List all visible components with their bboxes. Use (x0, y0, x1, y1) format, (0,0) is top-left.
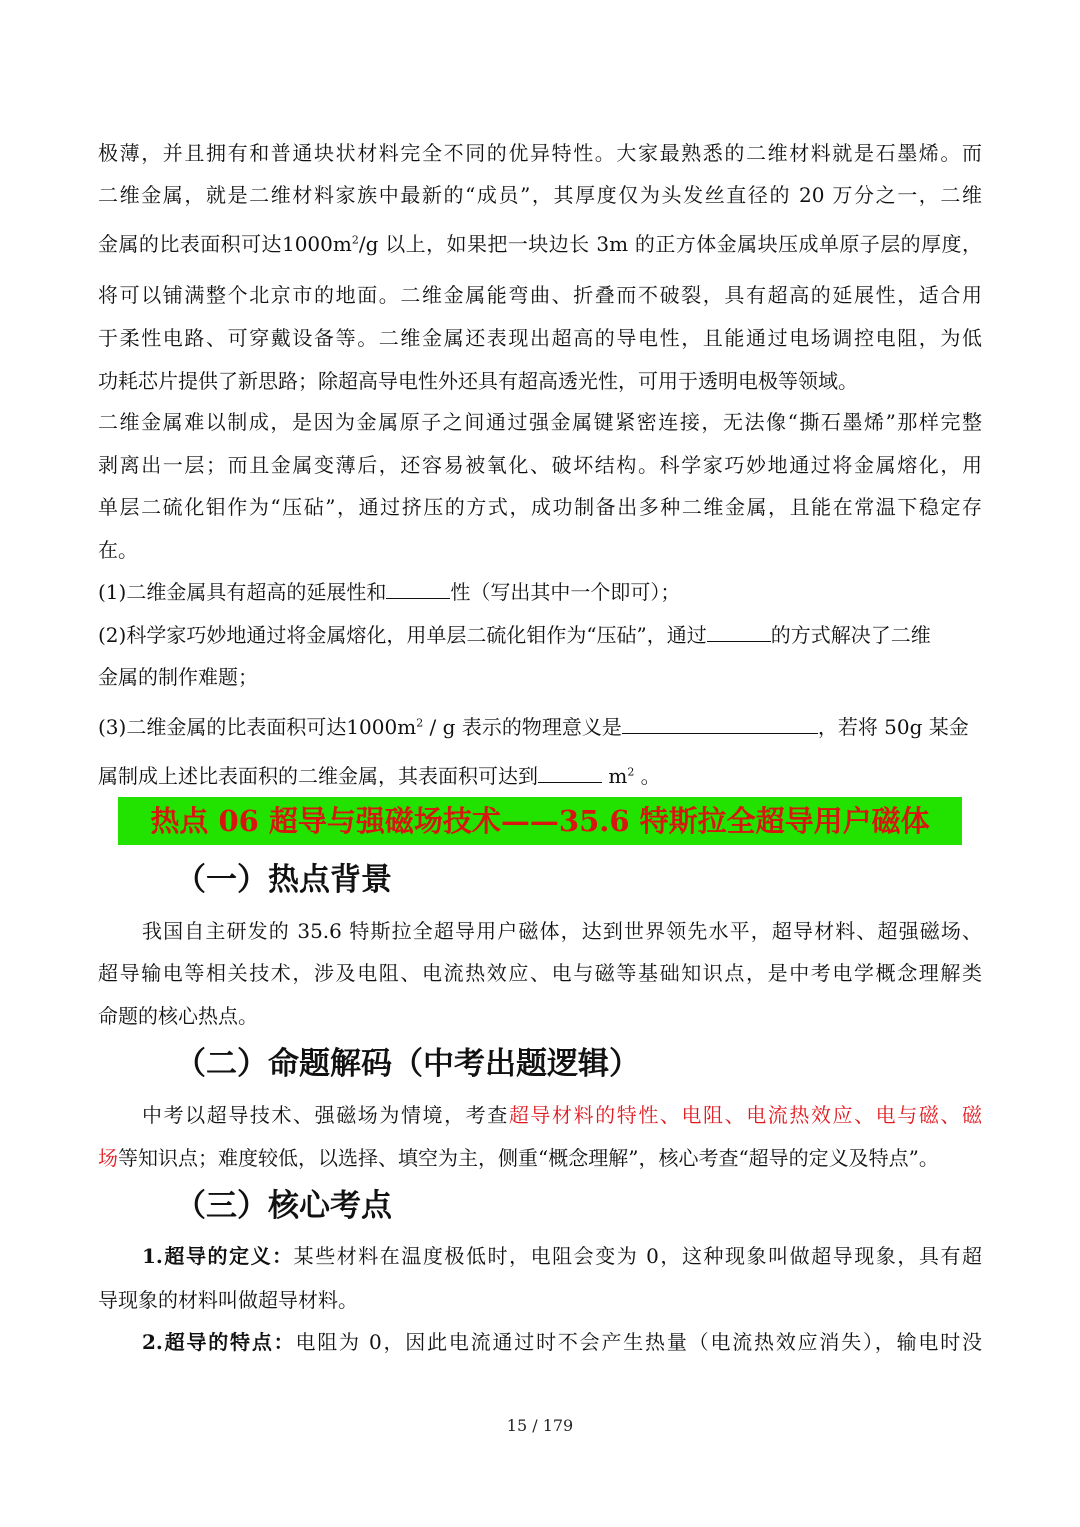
question-text: ，若将 50g 某金 (817, 715, 969, 739)
section-heading-decoding: （二）命题解码（中考出题逻辑） (175, 1046, 640, 1082)
superscript: 2 (416, 716, 424, 730)
paragraph-line (142, 1329, 982, 1355)
question-text: / g 表示的物理意义是 (423, 715, 622, 739)
answer-blank[interactable] (386, 580, 450, 599)
question-text: 属制成上述比表面积的二维金属，其表面积可达到 (98, 764, 538, 788)
question-2-cont: 金属的制作难题； (98, 665, 258, 689)
superscript: 2 (351, 233, 359, 247)
paragraph-line: 功耗芯片提供了新思路；除超高导电性外还具有超高透光性，可用于透明电极等领域。 (98, 369, 858, 393)
question-text: 的方式解决了二维 (770, 623, 931, 647)
highlighted-text: 场 (98, 1146, 118, 1170)
text-span: 中考以超导技术、强磁场为情境，考查 (142, 1103, 509, 1127)
text-span: 等知识点；难度较低，以选择、填空为主，侧重“概念理解”，核心考查“超导的定义及特点”。 (118, 1146, 939, 1170)
section-heading-background: （一）热点背景 (175, 862, 392, 898)
question-2 (98, 622, 982, 648)
point-label: 1.超导的定义： (142, 1244, 294, 1268)
question-text: 。 (634, 764, 661, 788)
paragraph-line: 命题的核心热点。 (98, 1004, 258, 1028)
paragraph-line (142, 1243, 982, 1269)
question-3 (98, 714, 982, 740)
paragraph-line: 在。 (98, 538, 138, 562)
paragraph-line: 超导输电等相关技术，涉及电阻、电流热效应、电与磁等基础知识点，是中考电学概念理解类 (98, 961, 982, 985)
paragraph-line: 于柔性电路、可穿戴设备等。二维金属还表现出超高的导电性，且能通过电场调控电阻，为低 (98, 326, 982, 350)
point-label: 2.超导的特点： (142, 1330, 296, 1354)
superscript: 2 (627, 765, 635, 779)
text-span: /g 以上，如果把一块边长 3m 的正方体金属块压成单原子层的厚度， (358, 232, 982, 256)
hotspot-title-banner: 热点 06 超导与强磁场技术——35.6 特斯拉全超导用户磁体 (118, 797, 962, 845)
text-span: 金属的比表面积可达1000m (98, 232, 352, 256)
paragraph-line (142, 1102, 982, 1128)
section-heading-core-points: （三）核心考点 (175, 1188, 392, 1224)
question-text: 性（写出其中一个即可）； (450, 580, 681, 604)
answer-blank[interactable] (622, 715, 818, 734)
paragraph-line (98, 1145, 982, 1171)
answer-blank[interactable] (707, 623, 771, 642)
page-number: 15 / 179 (506, 1416, 574, 1435)
text-span: 某些材料在温度极低时，电阻会变为 0，这种现象叫做超导现象，具有超 (293, 1244, 982, 1268)
answer-blank[interactable] (538, 764, 602, 783)
question-text: (2)科学家巧妙地通过将金属熔化，用单层二硫化钼作为“压砧”，通过 (98, 623, 707, 647)
question-text: (3)二维金属的比表面积可达1000m (98, 715, 417, 739)
paragraph-line: 导现象的材料叫做超导材料。 (98, 1288, 358, 1312)
question-3-cont (98, 763, 982, 789)
text-span: 电阻为 0，因此电流通过时不会产生热量（电流热效应消失），输电时没 (295, 1330, 982, 1354)
unit-text: m (602, 764, 628, 788)
highlighted-text: 超导材料的特性、电阻、电流热效应、电与磁、磁 (508, 1103, 983, 1127)
paragraph-line: 剥离出一层；而且金属变薄后，还容易被氧化、破坏结构。科学家巧妙地通过将金属熔化，用 (98, 453, 982, 477)
question-1 (98, 579, 982, 605)
paragraph-line: 二维金属，就是二维材料家族中最新的“成员”，其厚度仅为头发丝直径的 20 万分之一，二维 (98, 183, 982, 207)
question-text: (1)二维金属具有超高的延展性和 (98, 580, 387, 604)
paragraph-line: 将可以铺满整个北京市的地面。二维金属能弯曲、折叠而不破裂，具有超高的延展性，适合用 (98, 283, 982, 307)
paragraph-line: 单层二硫化钼作为“压砧”，通过挤压的方式，成功制备出多种二维金属，且能在常温下稳定存 (98, 495, 982, 519)
paragraph-line: 二维金属难以制成，是因为金属原子之间通过强金属键紧密连接，无法像“撕石墨烯”那样完整 (98, 410, 982, 434)
paragraph-line: 极薄，并且拥有和普通块状材料完全不同的优异特性。大家最熟悉的二维材料就是石墨烯。而 (98, 141, 982, 165)
paragraph-line: 我国自主研发的 35.6 特斯拉全超导用户磁体，达到世界领先水平，超导材料、超强磁场、 (142, 919, 982, 943)
paragraph-line (98, 231, 982, 257)
